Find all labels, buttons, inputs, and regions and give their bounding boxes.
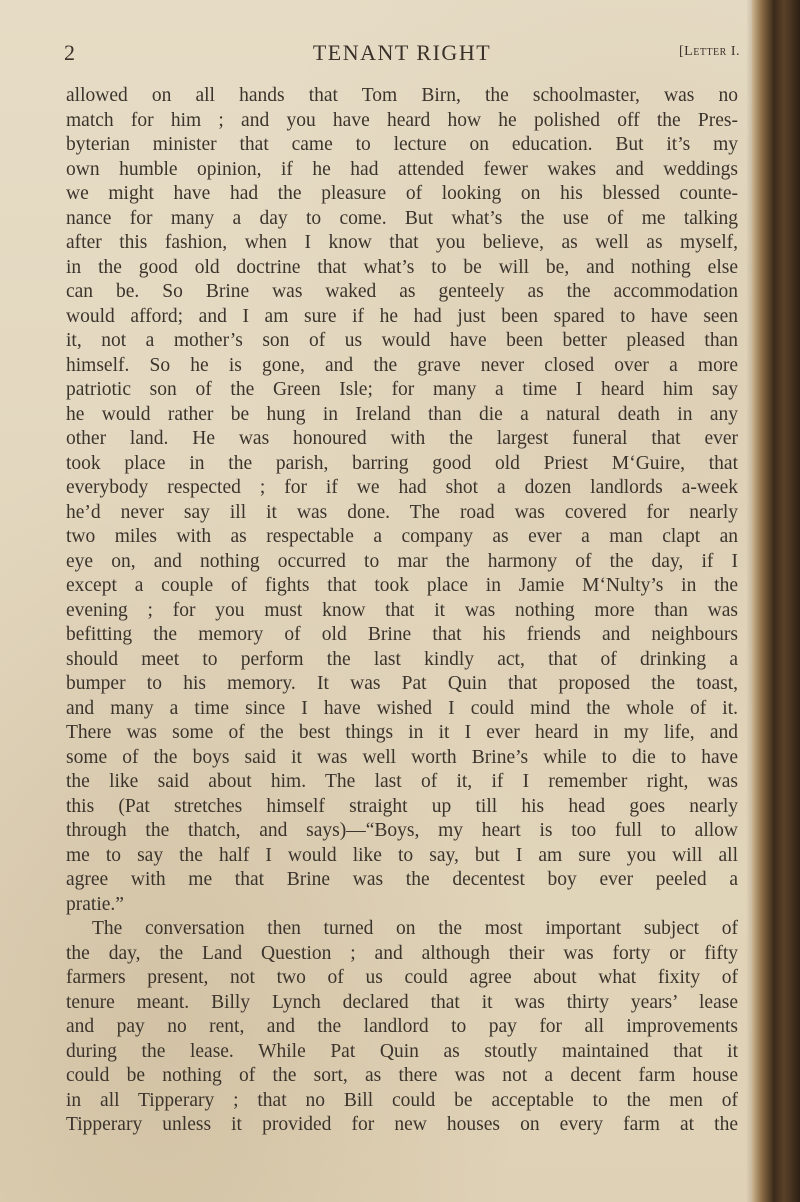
text-line: nance for many a day to come. But what’s the use of me talking [66,207,738,229]
paragraph-end-line: pratie.” [66,893,124,915]
text-line: he would rather be hung in Ireland than die a natural death in any [66,403,738,425]
text-line: he’d never say ill it was done. The road was covered for nearly [66,501,738,523]
text-line: byterian minister that came to lecture on education. But it’s my [66,134,738,155]
paragraph-start-line: The conversation then turned on the most important subject of [92,918,738,939]
text-line: and pay no rent, and the landlord to pay for all improvements [66,1016,738,1037]
text-line: two miles with as respectable a company as ever a man clapt an [66,526,738,547]
text-line: allowed on all hands that Tom Birn, the schoolmaster, was no [66,85,738,106]
text-line: could be nothing of the sort, as there was not a decent farm house [66,1065,738,1086]
text-line: patriotic son of the Green Isle; for many a time I heard him say [66,379,738,400]
text-line: Tipperary unless it provided for new houses on every farm at the [66,1114,738,1135]
text-line: during the lease. While Pat Quin as stoutly maintained that it [66,1040,738,1062]
text-line: There was some of the best things in it I ever heard in my life, and [66,722,738,743]
text-line: evening ; for you must know that it was nothing more than was [66,599,738,621]
text-line: eye on, and nothing occurred to mar the harmony of the day, if I [66,550,738,572]
text-line: match for him ; and you have heard how he polished off the Pres- [66,109,738,131]
text-line: the day, the Land Question ; and although their was forty or fifty [66,942,738,964]
letter-label: [Letter I. [679,44,740,59]
running-title: TENANT RIGHT [312,40,492,65]
text-line: in the good old doctrine that what’s to be will be, and nothing else [66,256,738,278]
text-line: himself. So he is gone, and the grave never closed over a more [66,354,738,376]
text-line: after this fashion, when I know that you believe, as well as myself, [66,232,738,253]
text-line: own humble opinion, if he had attended fewer wakes and weddings [66,158,738,180]
text-line: me to say the half I would like to say, but I am sure you will all [66,844,738,866]
text-line: agree with me that Brine was the decentest boy ever peeled a [66,869,738,890]
text-line: in all Tipperary ; that no Bill could be acceptable to the men of [66,1089,738,1111]
text-line: the like said about him. The last of it, if I remember right, was [66,771,738,792]
text-line: it, not a mother’s son of us would have been better pleased than [66,330,738,351]
text-line: other land. He was honoured with the largest funeral that ever [66,428,738,449]
text-line: bumper to his memory. It was Pat Quin that proposed the toast, [66,673,738,694]
text-line: would afford; and I am sure if he had just been spared to have seen [66,305,738,327]
text-line: can be. So Brine was waked as genteely as the accommodation [66,281,738,302]
text-line: farmers present, not two of us could agree about what fixity of [66,967,738,988]
text-line: tenure meant. Billy Lynch declared that it was thirty years’ lease [66,991,738,1013]
text-line: should meet to perform the last kindly act, that of drinking a [66,648,738,670]
text-line: some of the boys said it was well worth Brine’s while to die to have [66,746,738,768]
page-header [64,40,740,70]
text-line: and many a time since I have wished I could mind the whole of it. [66,697,738,719]
text-line: everybody respected ; for if we had shot a dozen landlords a-week [66,477,738,498]
book-spine [752,0,800,1202]
text-line: befitting the memory of old Brine that his friends and neighbours [66,624,738,645]
text-line: we might have had the pleasure of looking on his blessed counte- [66,183,738,204]
text-line: this (Pat stretches himself straight up till his head goes nearly [66,795,738,817]
page-number: 2 [64,40,75,65]
text-line: except a couple of fights that took place in Jamie M‘Nulty’s in the [66,575,738,596]
text-line: took place in the parish, barring good old Priest M‘Guire, that [66,452,738,474]
body-text [66,84,738,1138]
text-line: through the thatch, and says)—“Boys, my heart is too full to allow [66,820,738,841]
